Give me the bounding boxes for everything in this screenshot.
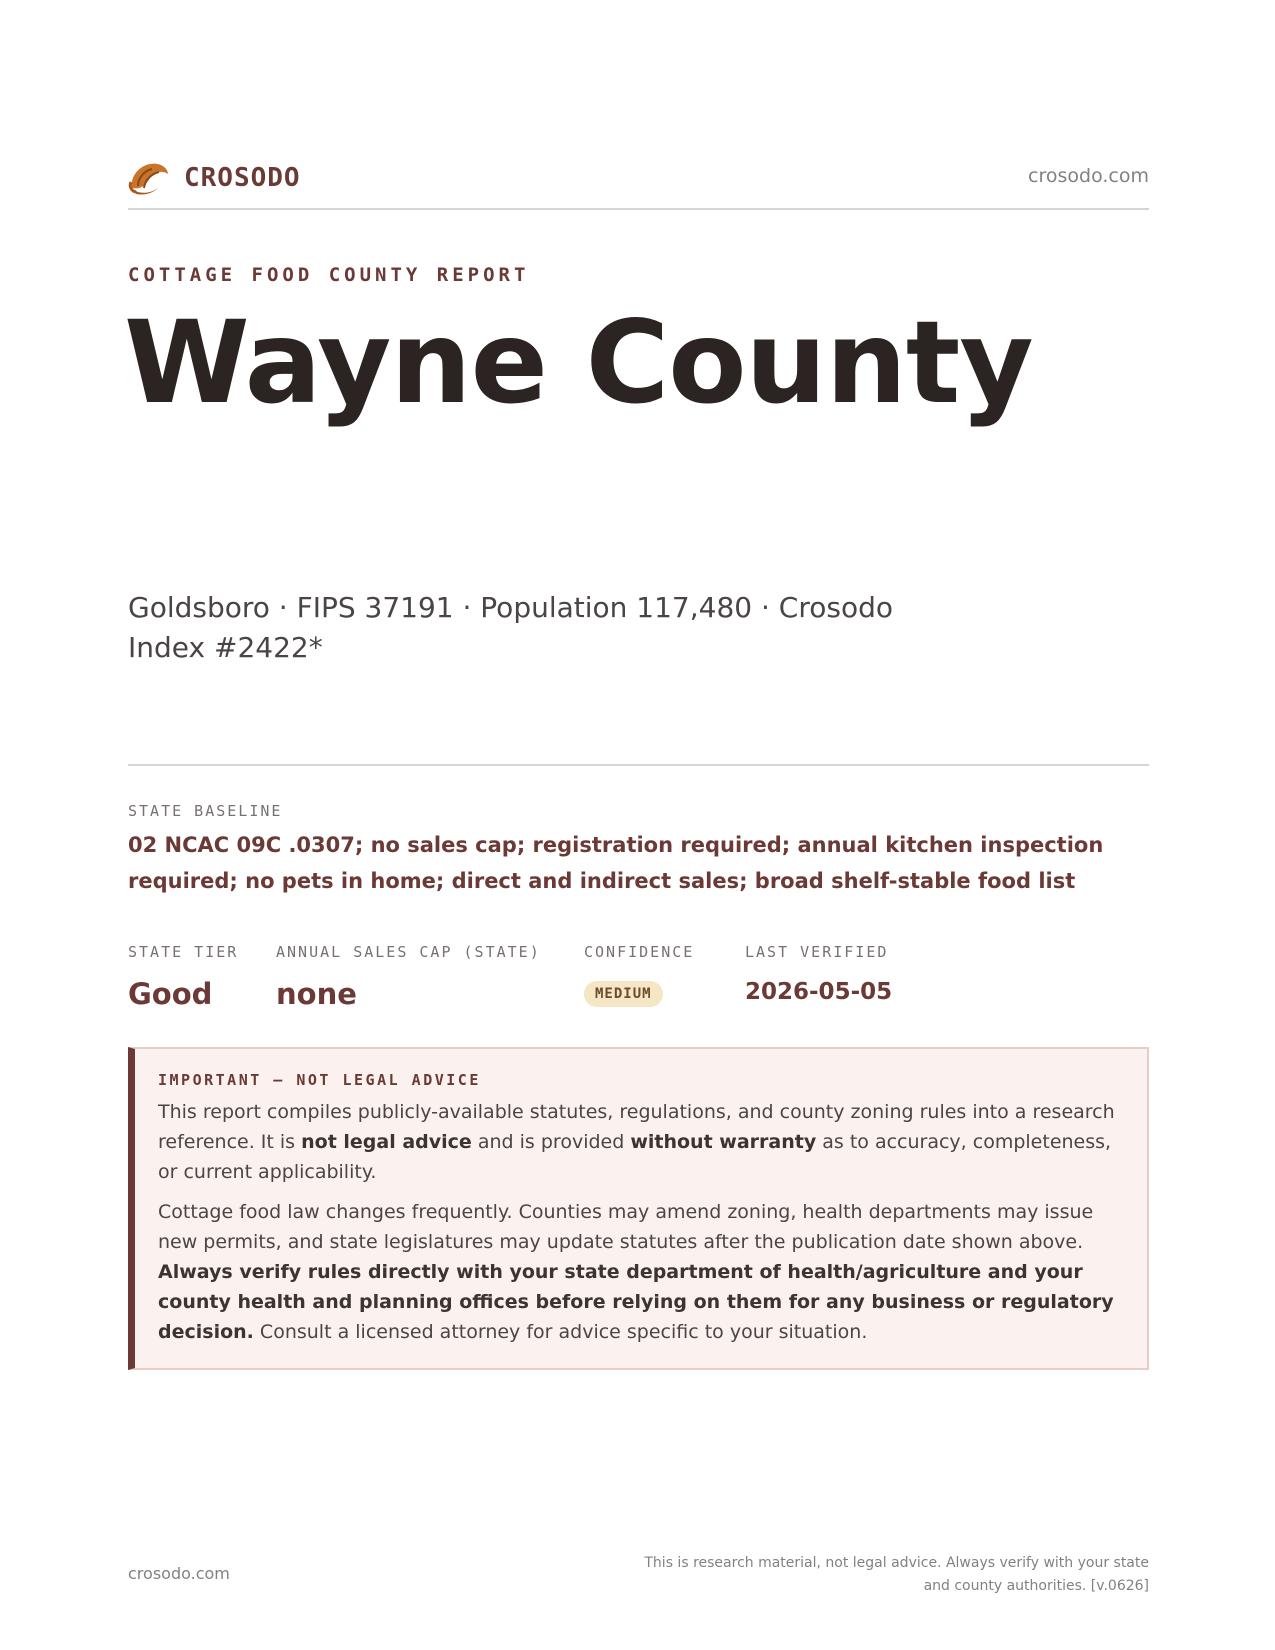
- stat-label: CONFIDENCE: [584, 943, 695, 961]
- notice-emphasis: not legal advice: [301, 1131, 472, 1153]
- stat-last-verified: [745, 943, 892, 1005]
- notice-text: This report compiles publicly-available statutes, regulations, and county zoning rules into a research reference. It is: [158, 1101, 1115, 1153]
- stat-value: none: [276, 977, 357, 1011]
- brand: [128, 158, 301, 198]
- section-divider: [128, 764, 1149, 766]
- notice-paragraph: [158, 1097, 1121, 1187]
- stat-label: ANNUAL SALES CAP (STATE): [276, 943, 541, 961]
- notice-text: as to accuracy, completeness, or current applicability.: [158, 1131, 1112, 1183]
- stats-row: [128, 943, 1149, 1023]
- report-kicker: COTTAGE FOOD COUNTY REPORT: [128, 264, 530, 286]
- notice-text: Consult a licensed attorney for advice specific to your situation.: [253, 1321, 868, 1343]
- footer-disclaimer: This is research material, not legal advice. Always verify with your state and county authorities. [v.0626]: [644, 1555, 1149, 1594]
- stat-label: LAST VERIFIED: [745, 943, 889, 961]
- county-title: Wayne County: [124, 296, 1033, 429]
- brand-name: CROSODO: [184, 163, 301, 193]
- confidence-badge: MEDIUM: [584, 981, 663, 1007]
- notice-text: Cottage food law changes frequently. Counties may amend zoning, health departments may issue new permits, and state legislatures may update statutes after the publication date shown above.: [158, 1201, 1094, 1253]
- stat-sales-cap: [276, 943, 541, 1011]
- site-url[interactable]: crosodo.com: [1028, 165, 1149, 187]
- notice-title: IMPORTANT — NOT LEGAL ADVICE: [158, 1071, 481, 1089]
- report-page: [124, 0, 1149, 1650]
- legal-notice: [128, 1047, 1149, 1370]
- stat-confidence: [584, 943, 694, 1007]
- page-header: [128, 158, 1149, 210]
- notice-emphasis: without warranty: [630, 1131, 817, 1153]
- county-meta: Goldsboro · FIPS 37191 · Population 117,480 · Crosodo Index #2422*: [128, 591, 893, 664]
- notice-paragraph: [158, 1197, 1121, 1347]
- stat-state-tier: [128, 943, 238, 1011]
- stat-value: Good: [128, 977, 213, 1011]
- croissant-icon: [128, 158, 170, 198]
- state-baseline-text: 02 NCAC 09C .0307; no sales cap; registration required; annual kitchen inspection required; no pets in home; direct and indirect sales; broad shelf-stable food list: [128, 833, 1104, 893]
- notice-emphasis: Always verify rules directly with your state department of health/agriculture and your county health and planning offices before relying on them for any business or regulatory decision.: [158, 1261, 1114, 1343]
- stat-value: 2026-05-05: [745, 979, 893, 1005]
- state-baseline-label: STATE BASELINE: [128, 802, 283, 820]
- footer-site-url[interactable]: crosodo.com: [128, 1564, 230, 1583]
- stat-label: STATE TIER: [128, 943, 239, 961]
- notice-text: and is provided: [471, 1131, 631, 1153]
